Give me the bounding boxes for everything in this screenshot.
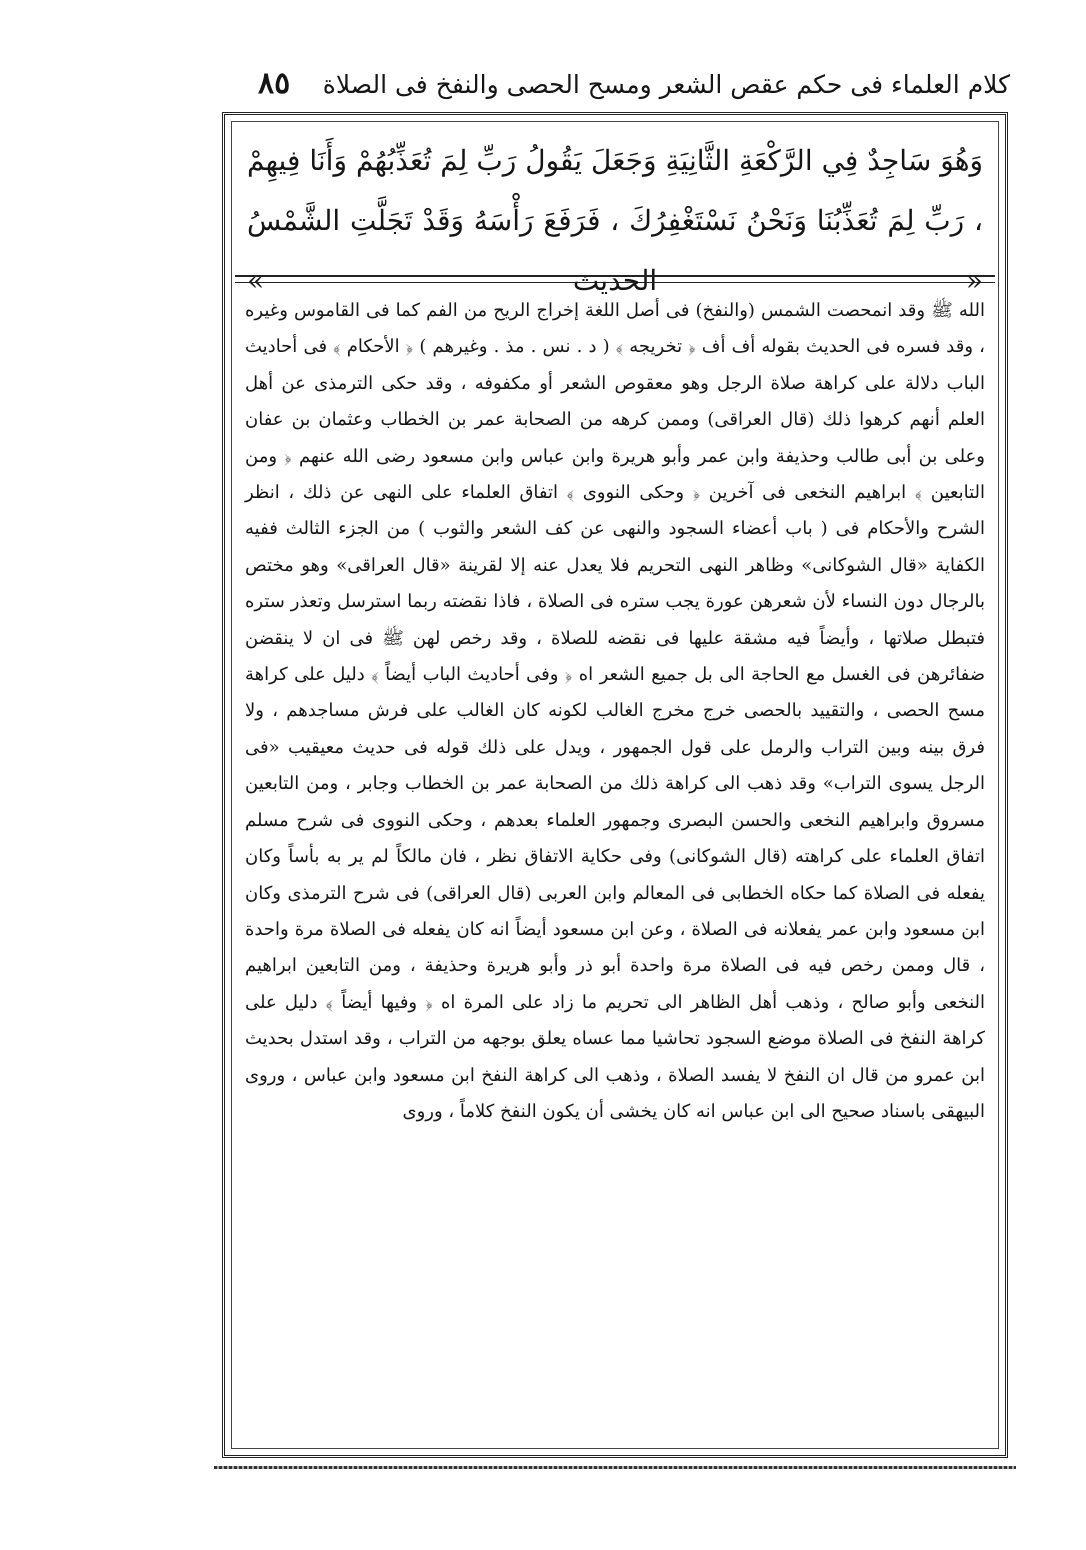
running-title: كلام العلماء فى حكم عقص الشعر ومسح الحصى والنفخ فى الصلاة (322, 70, 1010, 99)
section-divider (235, 275, 995, 283)
page-header (230, 66, 1010, 112)
commentary-text: الله ﷺ وقد انمحصت الشمس (والنفخ) فى أصل اللغة إخراج الريح من الفم كما فى القاموس وغيره ، وقد فسره فى الحديث بقوله أف أف ﴿ تخريجه ﴾ ( د . نس . مذ . وغيرهم ) ﴿ الأحكام ﴾ فى أحاديث الباب دلالة على كراهة صلاة الرجل وهو معقوص الشعر أو مكفوفه ، وقد حكى الترمذى عن أهل العلم أنهم كرهوا ذلك (قال العراقى) وممن كرهه من الصحابة عمر بن الخطاب وعثمان بن عفان وعلى بن أبى طالب وحذيفة وابن عمر وأبو هريرة وابن عباس وابن مسعود رضى الله عنهم ﴿ ومن التابعين ﴾ ابراهيم النخعى فى آخرين ﴿ وحكى النووى ﴾ اتفاق العلماء على النهى عن ذلك ، انظر الشرح والأحكام فى ( باب أعضاء السجود والنهى عن كف الشعر والثوب ) من الجزء الثالث ففيه الكفاية «قال الشوكانى» وظاهر النهى التحريم فلا يعدل عنه إلا لقرينة «قال العراقى» وهو مختص بالرجال دون النساء لأن شعرهن عورة يجب ستره فى الصلاة ، فاذا نقضته ربما استرسل وتعذر ستره فتبطل صلاتها ، وأيضاً فيه مشقة عليها فى نقضه للصلاة ، وقد رخص لهن ﷺ فى ان لا ينقضن ضفائرهن فى الغسل مع الحاجة الى بل جميع الشعر اه ﴿ وفى أحاديث الباب أيضاً ﴾ دليل على كراهة مسح الحصى ، والتقييد بالحصى خرج مخرج الغالب لكونه كان الغالب على فرش مساجدهم ، ولا فرق بينه وبين التراب والرمل على قول الجمهور ، ويدل على ذلك قوله فى حديث معيقيب «فى الرجل يسوى التراب» وقد ذهب الى كراهة ذلك من الصحابة عمر بن الخطاب وجابر ، ومن التابعين مسروق وابراهيم النخعى والحسن البصرى وجمهور العلماء بعدهم ، وحكى النووى فى شرح مسلم اتفاق العلماء على كراهته (قال الشوكانى) وفى حكاية الاتفاق نظر ، فان مالكاً لم ير به بأساً وكان يفعله فى الصلاة كما حكاه الخطابى فى المعالم وابن العربى (قال العراقى) فى شرح الترمذى وكان ابن مسعود وابن عمر يفعلانه فى الصلاة ، وعن ابن مسعود أيضاً انه كان يفعله فى الصلاة مرة واحدة ، قال وممن رخص فيه فى الصلاة مرة واحدة أبو ذر وأبو هريرة وحذيفة ، ومن التابعين ابراهيم النخعى وأبو صالح ، وذهب أهل الظاهر الى تحريم ما زاد على المرة اه ﴿ وفيها أيضاً ﴾ دليل على كراهة النفخ فى الصلاة موضع السجود تحاشيا مما عساه يعلق بوجهه من التراب ، وقد استدل بحديث ابن عمرو من قال ان النفخ لا يفسد الصلاة ، وذهب الى كراهة النفخ ابن مسعود وابن عباس ، وروى البيهقى باسناد صحيح الى ابن عباس انه كان يخشى أن يكون النفخ كلاماً ، وروى (245, 300, 985, 1122)
hadith-text: وَهُوَ سَاجِدٌ فِي الرَّكْعَةِ الثَّانِيَةِ وَجَعَلَ يَقُولُ رَبِّ لِمَ تُعَذِّبُهُمْ وَأَنَا فِيهِمْ ، رَبِّ لِمَ تُعَذِّبُنَا وَنَحْنُ نَسْتَغْفِرُكَ ، فَرَفَعَ رَأْسَهُ وَقَدْ تَجَلَّتِ الشَّمْسُ « الحديث » (247, 144, 984, 297)
bottom-rule (214, 1466, 1016, 1469)
commentary-section (245, 293, 985, 1130)
page-number: ٨٥ (258, 66, 291, 101)
page-frame (222, 112, 1008, 1458)
